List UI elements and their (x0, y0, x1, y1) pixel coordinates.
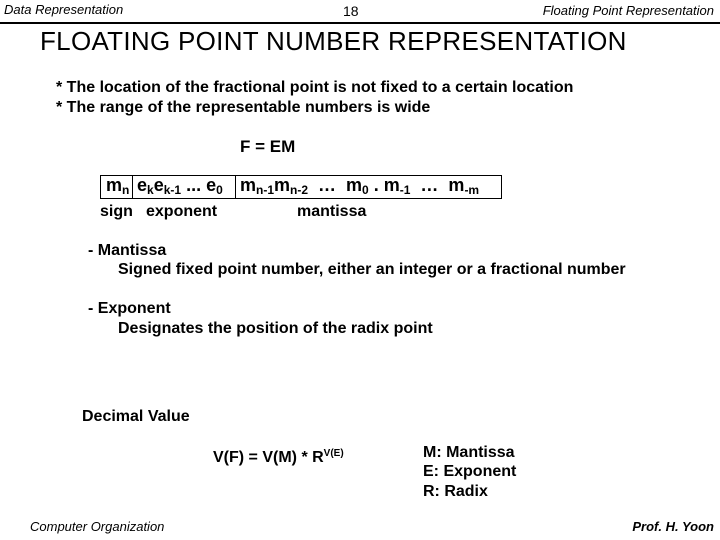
sign-field: $m_n$ (106, 175, 130, 197)
exponent-mantissa-divider (235, 175, 236, 199)
page-number: 18 (343, 3, 359, 19)
legend-mantissa: M: Mantissa (423, 444, 515, 461)
decimal-value-equation: $V(F) = V(M) * R^{V(E)}$ (213, 448, 344, 466)
mantissa-label: mantissa (297, 203, 367, 220)
mantissa-field: $m_{n-1}m_{n-2}$ … $m_0$ . $m_{-1}$ … $m_{-m}$ (240, 175, 480, 197)
footer-right: Prof. H. Yoon (632, 519, 714, 534)
exponent-heading: - Exponent (88, 300, 171, 317)
header-left: Data Representation (4, 2, 124, 17)
formula-f-em: F = EM (240, 137, 296, 156)
exponent-description: Designates the position of the radix point (118, 320, 433, 337)
exponent-field: $e_ke_{k-1}$ ... $e_0$ (137, 175, 223, 197)
bullet-range: * The range of the representable numbers is wide (56, 99, 431, 116)
footer-left: Computer Organization (30, 519, 165, 534)
header-right: Floating Point Representation (542, 3, 714, 18)
exponent-label: exponent (146, 203, 218, 220)
mantissa-heading: - Mantissa (88, 242, 167, 259)
sign-label: sign (100, 203, 133, 220)
sign-exponent-divider (132, 175, 133, 199)
page-title: FLOATING POINT NUMBER REPRESENTATION (40, 26, 627, 56)
legend-radix: R: Radix (423, 483, 488, 500)
legend-exponent: E: Exponent (423, 463, 517, 480)
decimal-value-heading: Decimal Value (82, 408, 190, 425)
header-rule (0, 22, 720, 24)
mantissa-description: Signed fixed point number, either an integer or a fractional number (118, 261, 626, 278)
bullet-fixed-location: * The location of the fractional point is not fixed to a certain location (56, 79, 574, 96)
